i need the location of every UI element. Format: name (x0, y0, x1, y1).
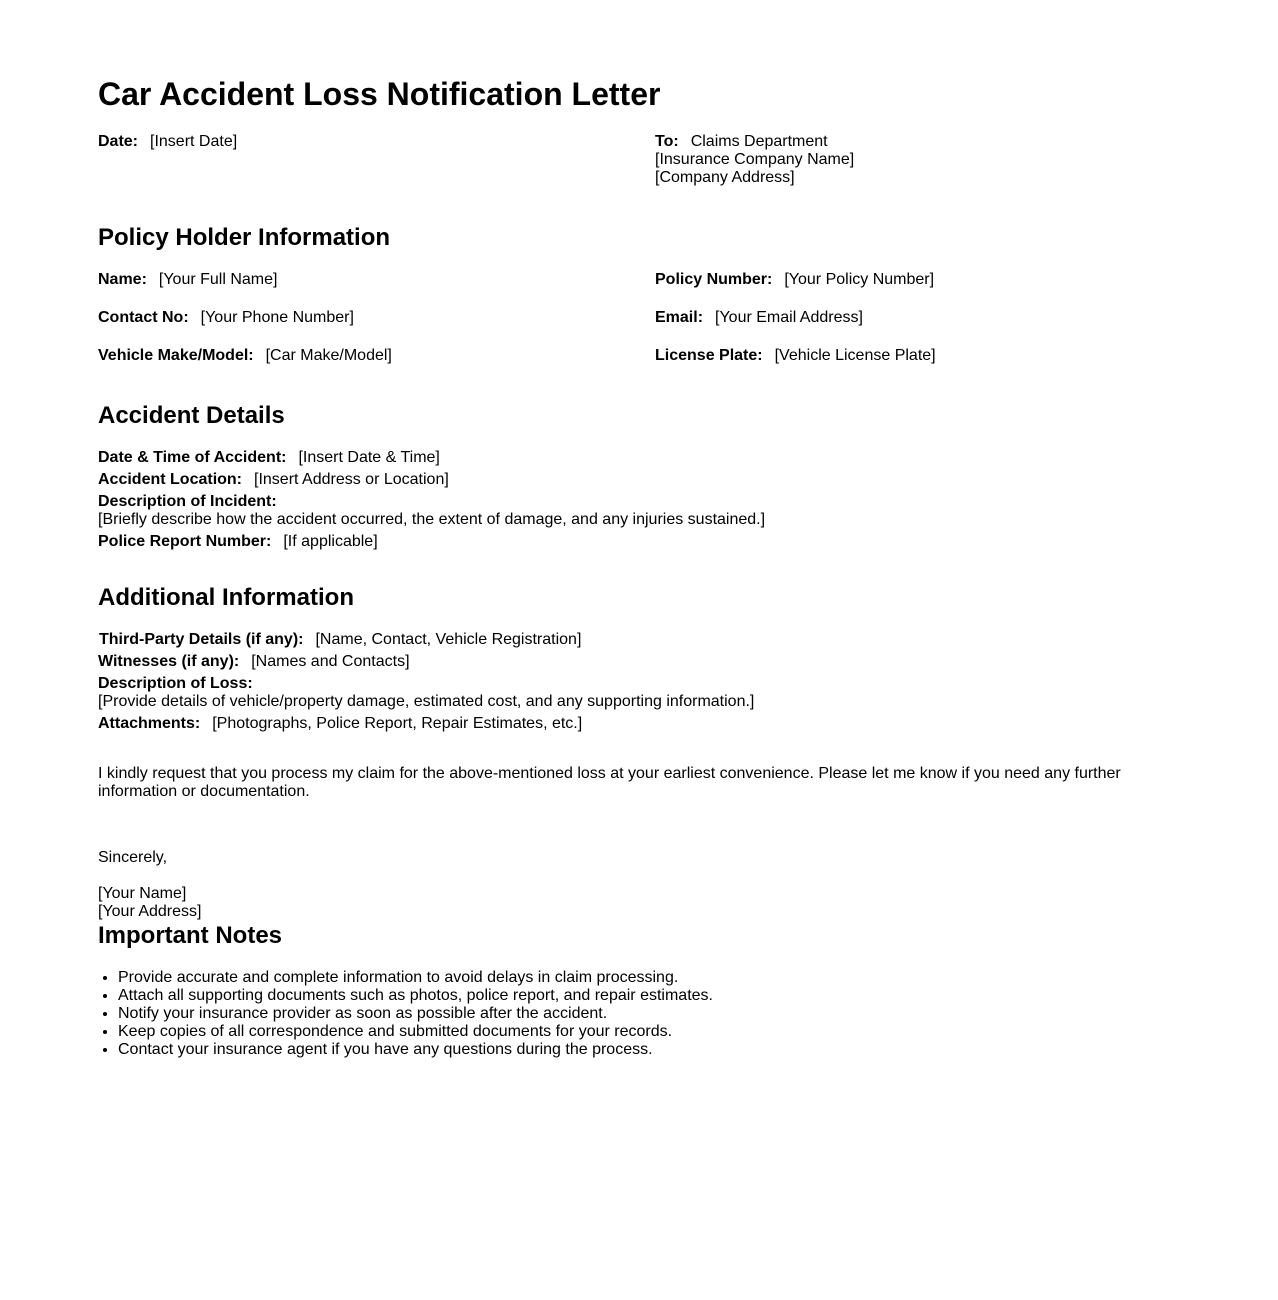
police-report-label: Police Report Number: (98, 533, 272, 550)
accident-location-field (98, 471, 449, 489)
loss-description-value: [Provide details of vehicle/property damage, estimated cost, and any supporting information.] (98, 693, 755, 710)
email-value: [Your Email Address] (715, 309, 863, 326)
vehicle-label: Vehicle Make/Model: (98, 347, 254, 364)
date-value: [Insert Date] (150, 133, 238, 150)
policy-holder-heading: Policy Holder Information (98, 224, 391, 251)
email-field (655, 309, 863, 327)
signature-address: [Your Address] (98, 903, 202, 920)
police-report-field (98, 533, 378, 551)
accident-details-heading: Accident Details (98, 402, 285, 429)
license-plate-field (655, 347, 936, 365)
contact-value: [Your Phone Number] (200, 309, 354, 326)
accident-datetime-field (98, 449, 440, 467)
policy-number-value: [Your Policy Number] (784, 271, 935, 288)
third-party-value: [Name, Contact, Vehicle Registration] (315, 631, 582, 648)
to-company: [Insurance Company Name] (655, 151, 855, 168)
list-item: • Provide accurate and complete information to avoid delays in claim processing. (118, 969, 713, 987)
sincerely: Sincerely, (98, 849, 168, 866)
accident-datetime-label: Date & Time of Accident: (98, 449, 287, 466)
accident-datetime-value: [Insert Date & Time] (298, 449, 440, 466)
signature-name: [Your Name] (98, 885, 187, 902)
vehicle-value: [Car Make/Model] (265, 347, 392, 364)
attachments-value: [Photographs, Police Report, Repair Estimates, etc.] (212, 715, 583, 732)
additional-info-heading: Additional Information (98, 584, 354, 611)
to-department: Claims Department (690, 133, 828, 150)
third-party-field (99, 631, 581, 649)
third-party-label: Third-Party Details (if any): (99, 631, 304, 648)
date-label: Date: (98, 133, 139, 150)
accident-location-label: Accident Location: (98, 471, 243, 488)
attachments-field (98, 715, 582, 733)
accident-location-value: [Insert Address or Location] (254, 471, 449, 488)
name-field (98, 271, 277, 289)
name-label: Name: (98, 271, 147, 288)
incident-description-value: [Briefly describe how the accident occurred, the extent of damage, and any injuries sustained.] (98, 511, 766, 528)
list-item: • Contact your insurance agent if you have any questions during the process. (118, 1041, 713, 1059)
email-label: Email: (655, 309, 704, 326)
witnesses-value: [Names and Contacts] (251, 653, 410, 670)
incident-description-field (98, 493, 765, 529)
vehicle-field (98, 347, 392, 365)
date-line (98, 133, 237, 151)
page-title: Car Accident Loss Notification Letter (98, 76, 661, 112)
loss-description-field (98, 675, 754, 711)
notes-list (98, 969, 713, 1059)
important-notes-heading: Important Notes (98, 922, 283, 949)
policy-number-label: Policy Number: (655, 271, 773, 288)
contact-field (98, 309, 354, 327)
name-value: [Your Full Name] (158, 271, 278, 288)
contact-label: Contact No: (98, 309, 189, 326)
recipient-block (655, 133, 854, 187)
to-label: To: (655, 133, 679, 150)
incident-description-label: Description of Incident: (98, 493, 277, 510)
list-item: • Notify your insurance provider as soon as possible after the accident. (118, 1005, 713, 1023)
list-item: • Attach all supporting documents such as photos, police report, and repair estimates. (118, 987, 713, 1005)
attachments-label: Attachments: (98, 715, 201, 732)
closing-request: I kindly request that you process my claim for the above-mentioned loss at your earliest convenience. Please let me know if you need any further information or documentation. (98, 765, 1121, 800)
license-plate-value: [Vehicle License Plate] (774, 347, 936, 364)
loss-description-label: Description of Loss: (98, 675, 253, 692)
police-report-value: [If applicable] (283, 533, 378, 550)
list-item: • Keep copies of all correspondence and submitted documents for your records. (118, 1023, 713, 1041)
policy-number-field (655, 271, 934, 289)
license-plate-label: License Plate: (655, 347, 763, 364)
witnesses-label: Witnesses (if any): (98, 653, 240, 670)
to-address: [Company Address] (655, 169, 795, 186)
witnesses-field (98, 653, 410, 671)
